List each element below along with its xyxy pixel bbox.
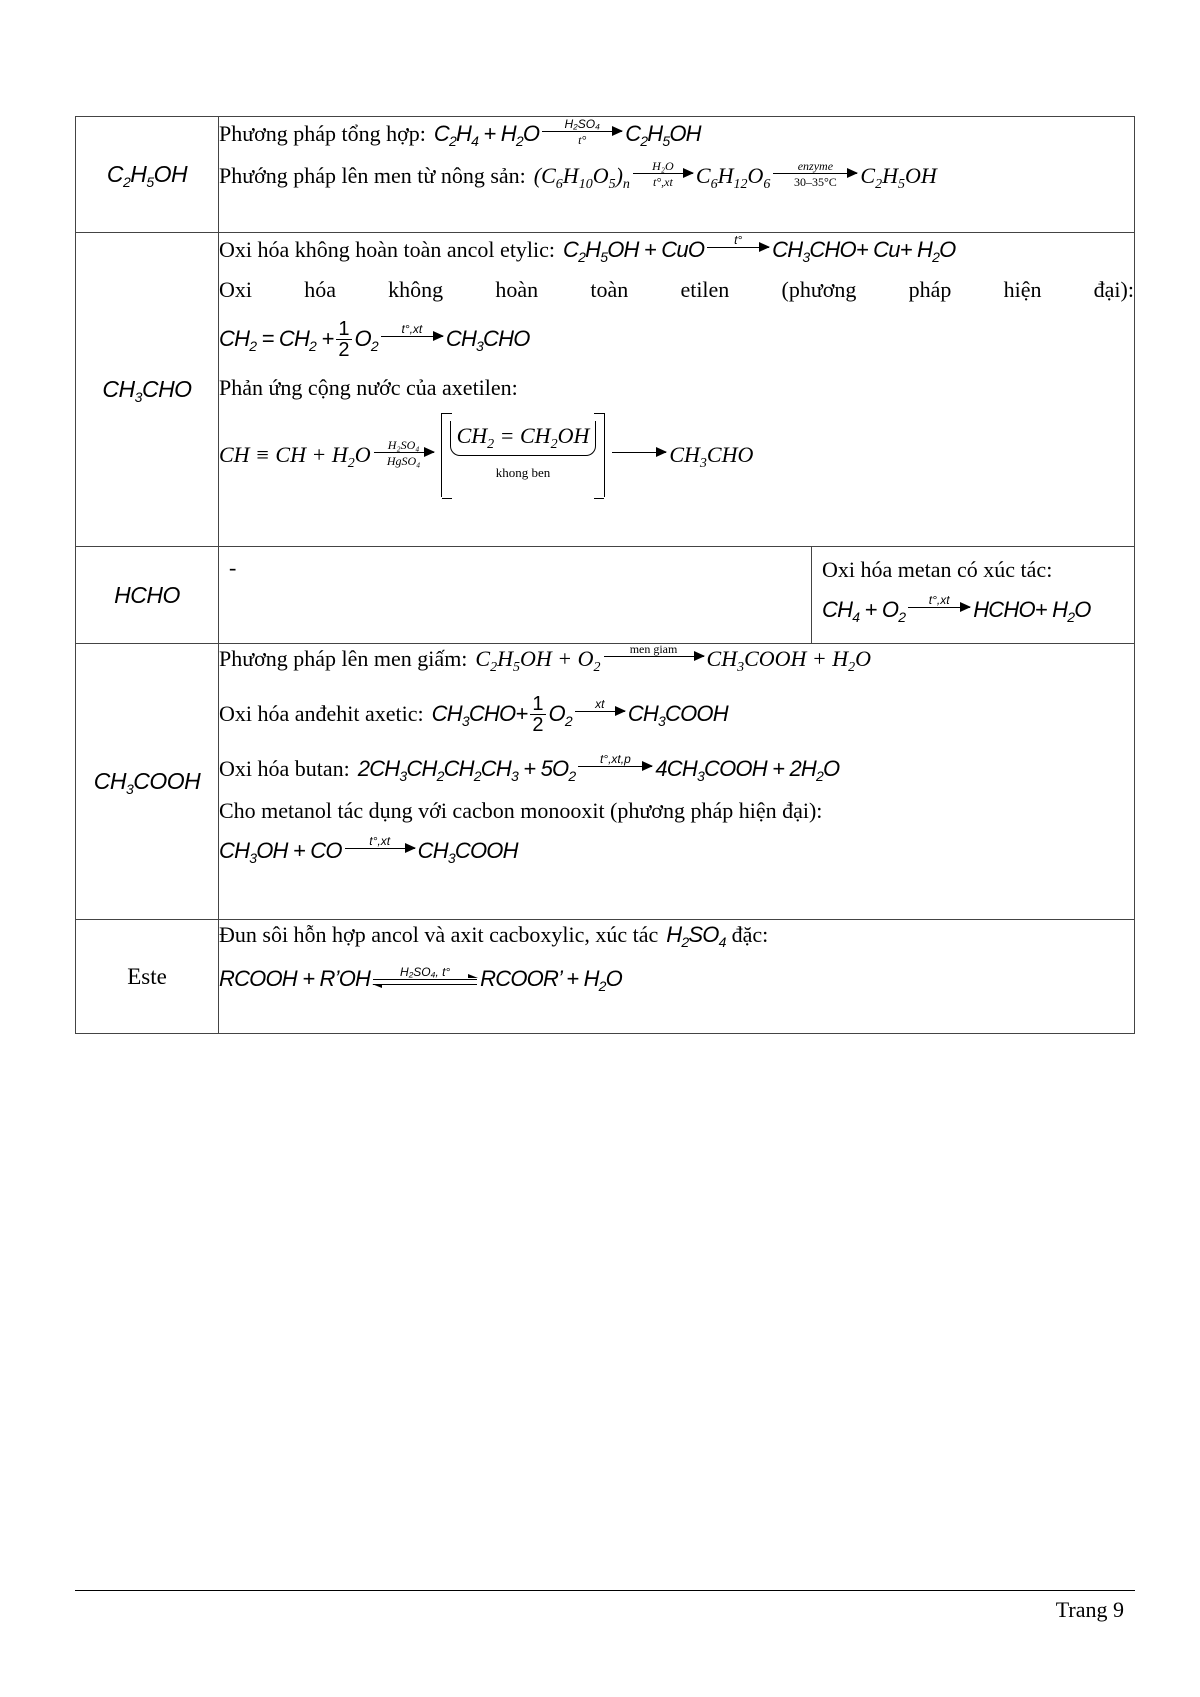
ester-equation: RCOOH + R’OH H₂SO₄, t° RCOOR’ + $H_2O$ (219, 964, 622, 994)
acetaldehyde-ethylene-heading: Oxi hóa không hoàn toàn etilen (phương pháp hiện đại): (219, 277, 1134, 302)
row-label-acetic-acid: $CH_3COOH$ (76, 644, 219, 920)
row-label-formaldehyde: HCHO (76, 547, 219, 644)
reaction-arrow: t°,xt (381, 323, 443, 352)
row-content-formaldehyde (219, 547, 1135, 644)
equilibrium-arrow: H₂SO₄, t° (373, 966, 477, 989)
row-content-ethanol (219, 117, 1135, 233)
acetaldehyde-ethylene-equation: $CH_2 = CH_2$ + $\frac{1}{2}$ $O_2$ t°,xt $CH_3CHO$ (219, 317, 530, 361)
formaldehyde-left-cell: - (219, 547, 812, 643)
ethanol-fermentation-line: Phướng pháp lên men từ nông sản: $(C_6H_{10}O_5)_n$ H₂O t°,xt $C_6H_{12}O_6$ enzyme 30–35°C $C_2H_5OH$ (219, 158, 937, 192)
reaction-arrow: xt (575, 698, 625, 727)
reaction-arrow: H₂SO₄ HgSO₄ (374, 439, 434, 468)
ester-heading: Đun sôi hỗn hợp ancol và axit cacboxylic, xúc tác $H_2SO_4$ đặc: (219, 922, 769, 950)
acetic-fermentation-line: Phương pháp lên men giấm: $C_2H_5OH + O_2$ men giam $CH_3COOH + H_2O$ (219, 641, 872, 675)
acetic-aldehyde-oxidation-line: Oxi hóa anđehit axetic: $CH_3CHO+$ $\frac{1}{2}$ $O_2$ xt $CH_3COOH$ (219, 692, 728, 736)
row-content-ester (219, 920, 1135, 1034)
reaction-arrow (612, 439, 666, 468)
unstable-intermediate-bracket: $CH_2 = CH_2OH$ khong ben (441, 413, 606, 497)
reaction-arrow: H₂SO₄ t° (542, 118, 622, 147)
table-row-ethanol (76, 117, 1135, 233)
reaction-arrow: H₂O t°,xt (633, 160, 693, 189)
reaction-arrow: t°,xt,p (578, 753, 652, 782)
row-content-acetaldehyde (219, 233, 1135, 547)
acetic-methanol-heading: Cho metanol tác dụng với cacbon monooxit (phương pháp hiện đại): (219, 798, 823, 823)
reaction-arrow: t°,xt (345, 835, 415, 864)
reaction-arrow: t° (707, 234, 769, 263)
table-row-formaldehyde (76, 547, 1135, 644)
acetylene-hydration-equation: CH ≡ CH + $H_2O$ H₂SO₄ HgSO₄ $CH_2 = CH_2OH$ khong ben $CH_3CHO$ (219, 413, 1134, 497)
table-row-acetaldehyde (76, 233, 1135, 547)
page-number: Trang 9 (1055, 1597, 1124, 1622)
row-label-ester: Este (76, 920, 219, 1034)
reaction-arrow: men giam (604, 643, 704, 672)
footer-divider (75, 1590, 1135, 1591)
acetaldehyde-ethanol-oxidation-line: Oxi hóa không hoàn toàn ancol etylic: $C_2H_5OH$ + CuO t° $CH_3CHO+ Cu+ H_2O$ (219, 232, 956, 265)
reaction-arrow: enzyme 30–35°C (773, 160, 857, 189)
table-row-ester (76, 920, 1135, 1034)
row-label-acetaldehyde: $CH_3CHO$ (76, 233, 219, 547)
ethanol-synthesis-line: Phương pháp tổng hợp: $C_2H_4 + H_2O$ H₂SO₄ t° $C_2H_5OH$ (219, 116, 701, 149)
formaldehyde-equation: $CH_4 + O_2$ t°,xt HCHO+ $H_2O$ (822, 592, 1091, 625)
table-row-acetic-acid (76, 644, 1135, 920)
row-content-acetic-acid (219, 641, 1135, 920)
acetic-methanol-equation: $CH_3OH$ + CO t°,xt $CH_3COOH$ (219, 833, 518, 866)
preparation-table (75, 116, 1135, 1034)
reaction-arrow: t°,xt (908, 594, 970, 623)
row-label-ethanol: $C_2H_5OH$ (76, 117, 219, 233)
formaldehyde-right-cell: Oxi hóa metan có xúc tác: $CH_4 + O_2$ t°,xt HCHO+ $H_2O$ (812, 547, 1134, 643)
acetic-butane-oxidation-line: Oxi hóa butan: $2CH_3CH_2CH_2CH_3 + 5O_2$ t°,xt,p $4CH_3COOH + 2H_2O$ (219, 751, 840, 784)
acetylene-hydration-heading: Phản ứng cộng nước của axetilen: (219, 375, 518, 400)
